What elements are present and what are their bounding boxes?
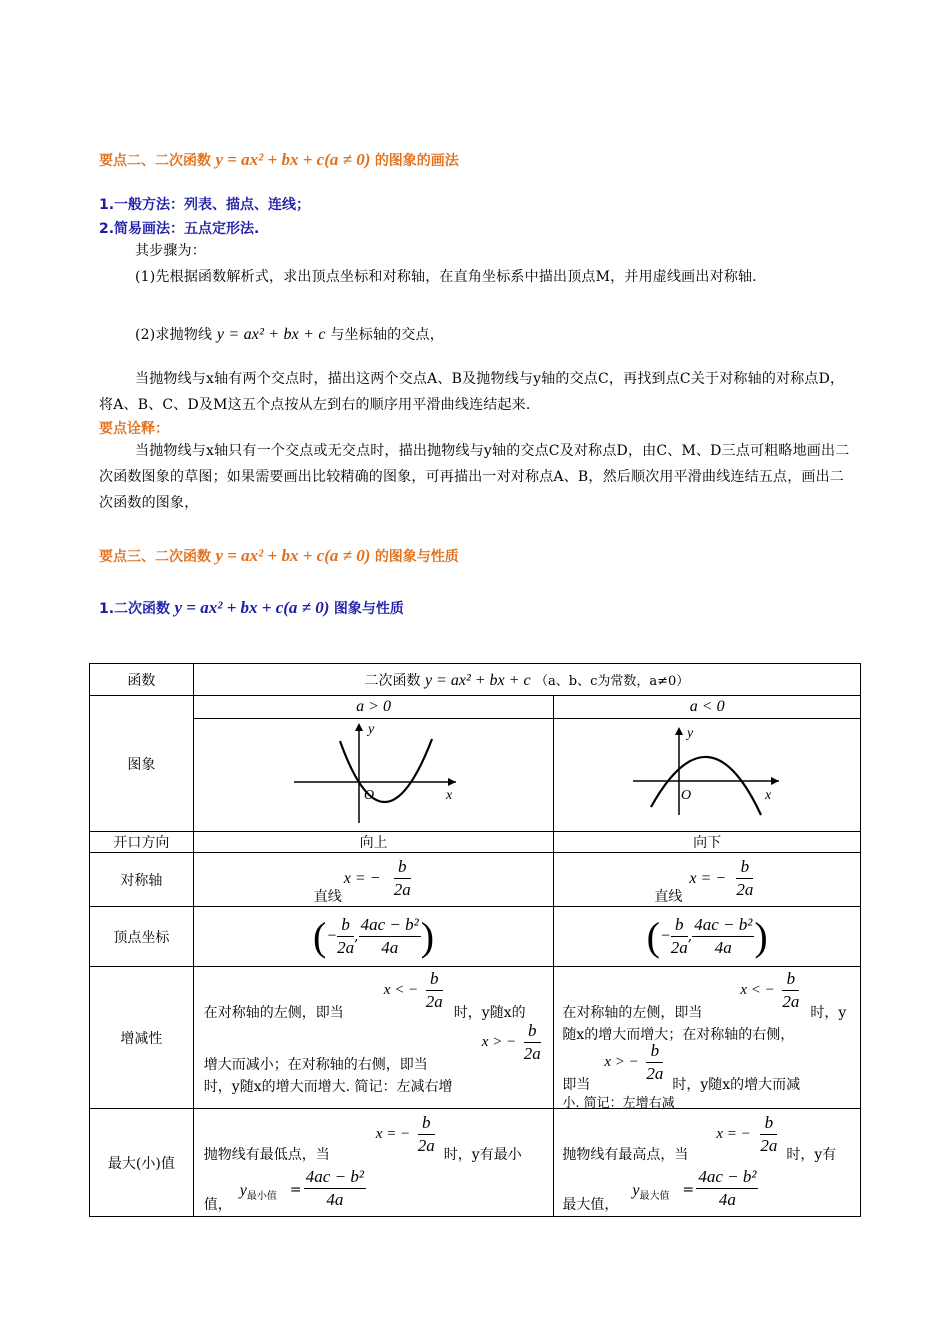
step2-formula: y = ax² + bx + c <box>216 326 326 343</box>
row-label-func: 函数 <box>90 664 194 696</box>
axis-neg-label: 直线 <box>654 888 683 905</box>
ext-neg: x = − $\frac{b}{2a}$ 抛物线有最高点，当 时，y有 $y_{最大值}$ = $\frac{\text{4ac − b²}}{4a}$ 最大值， <box>554 1109 861 1217</box>
table-row <box>90 719 861 832</box>
func-prefix: 二次函数 <box>364 672 421 689</box>
ext-neg-eq: = <box>682 1181 695 1198</box>
func-cell <box>193 664 860 696</box>
sub1-heading <box>99 598 404 618</box>
ext-pos: x = − $\frac{b}{2a}$ 抛物线有最低点，当 时，y有最小 $y_{最小值}$ = $\frac{\text{4ac − b²}}{4a}$ 值， <box>193 1109 554 1217</box>
axis-pos-frac: $\frac{b}{2a}$ <box>393 856 411 899</box>
axis-pos-lhs: x = − <box>343 869 381 887</box>
axis-neg-frac: $\frac{b}{2a}$ <box>736 856 754 899</box>
mono-neg: x < − $\frac{b}{2a}$ 在对称轴的左侧，即当 时，y 随x的增大而增大；在对称轴的右侧， x > − $\frac{b}{2a}$ 即当 时，y随x的增大而减 小. 简记：左增右减 <box>554 967 861 1109</box>
method1: 1.一般方法：列表、描点、连线； <box>99 197 311 213</box>
row-label-axis: 对称轴 <box>90 853 194 907</box>
table-row <box>90 1109 861 1217</box>
graph-up-y: y <box>367 722 374 737</box>
sub1-formula: y = ax² + bx + c(a ≠ 0) <box>174 598 330 617</box>
mono-neg-1: 在对称轴的左侧，即当 <box>562 1004 703 1021</box>
open-up: 向上 <box>193 832 554 853</box>
section2-formula: y = ax² + bx + c(a ≠ 0) <box>215 150 371 169</box>
row-label-mono: 增减性 <box>90 967 194 1109</box>
sub1-suffix: 图象与性质 <box>333 601 404 617</box>
vertex-neg: (− $\frac{b}{2a}$ , $\frac{\text{4ac − b²}}{4a}$ ) <box>554 907 861 967</box>
ext-pos-3: 值， <box>203 1196 232 1213</box>
func-note: （a、b、c为常数，a≠0） <box>535 673 690 689</box>
ext-pos-eq: = <box>289 1181 302 1198</box>
graph-down-cell <box>554 719 861 832</box>
axis-pos-label: 直线 <box>313 888 342 905</box>
row-label-open: 开口方向 <box>90 832 194 853</box>
mono-neg-4: 即当 <box>562 1076 591 1093</box>
ymin: $y_{最小值}$ <box>239 1181 277 1202</box>
mono-pos-1: 在对称轴的左侧，即当 <box>203 1004 344 1021</box>
table-row <box>90 664 861 696</box>
a-pos: a > 0 <box>193 696 554 719</box>
note-text: 当抛物线与x轴只有一个交点或无交点时，描出抛物线与y轴的交点C及对称点D，由C、M、D三点可粗略地画出二次函数图象的草图；如果需要画出比较精确的图象，可再描出一对对称点A、B，然后顺次用平滑曲线连结五点，画出二次函数的图象， <box>99 443 850 511</box>
axis-neg-lhs: x = − <box>689 869 727 887</box>
table-row <box>90 967 861 1109</box>
mono-neg-2: 时，y <box>810 1004 847 1021</box>
parabola-up-graph <box>284 719 464 827</box>
step1: (1)先根据函数解析式，求出顶点坐标和对称轴，在直角坐标系中描出顶点M，并用虚线画出对称轴. <box>135 269 757 285</box>
section3-suffix: 的图象与性质 <box>374 549 459 565</box>
section2-heading <box>99 150 459 170</box>
open-down: 向下 <box>554 832 861 853</box>
ext-pos-2: 时，y有最小 <box>443 1146 522 1163</box>
ext-pos-lhs: x = − <box>375 1125 411 1142</box>
mono-neg-3: 随x的增大而增大；在对称轴的右侧， <box>562 1026 795 1043</box>
mono-pos-4: 时，y随x的增大而增大. 简记：左减右增 <box>203 1078 453 1095</box>
table-row <box>90 696 861 719</box>
mono-pos: x < − $\frac{b}{2a}$ 在对称轴的左侧，即当 时，y随x的 x > − $\frac{b}{2a}$ 增大而减小；在对称轴的右侧，即当 时，y随x的增大而增大. 简记：左减右增 <box>193 967 554 1109</box>
axis-neg <box>554 853 861 907</box>
mono-neg-5: 时，y随x的增大而减 <box>672 1076 801 1093</box>
sub1-prefix: 1.二次函数 <box>99 601 171 617</box>
para1: 当抛物线与x轴有两个交点时，描出这两个交点A、B及抛物线与y轴的交点C，再找到点C关于对称轴的对称点D，将A、B、C、D及M这五个点按从左到右的顺序用平滑曲线连结起来. <box>99 371 845 413</box>
mono-pos-lt: x < − <box>383 981 419 998</box>
section2-prefix: 要点二、二次函数 <box>99 153 211 169</box>
ymax: $y_{最大值}$ <box>632 1181 670 1202</box>
graph-up-cell <box>193 719 554 832</box>
row-label-graph: 图象 <box>90 696 194 832</box>
graph-down-y: y <box>687 726 694 741</box>
table-row <box>90 907 861 967</box>
mono-pos-2: 时，y随x的 <box>453 1004 526 1021</box>
mono-pos-gt: x > − <box>481 1033 517 1050</box>
steps-intro: 其步骤为： <box>135 243 206 259</box>
parabola-down-graph <box>627 723 787 823</box>
row-label-ext: 最大(小)值 <box>90 1109 194 1217</box>
mono-neg-lt: x < − <box>740 981 775 998</box>
section2-suffix: 的图象的画法 <box>374 153 459 169</box>
ext-neg-1: 抛物线有最高点，当 <box>562 1146 689 1163</box>
vertex-pos: (− $\frac{b}{2a}$ , $\frac{\text{4ac − b²}}{4a}$ ) <box>193 907 554 967</box>
method2: 2.简易画法：五点定形法. <box>99 221 260 237</box>
mono-neg-gt: x > − <box>604 1053 639 1070</box>
section3-formula: y = ax² + bx + c(a ≠ 0) <box>215 546 371 565</box>
func-formula: y = ax² + bx + c <box>424 671 531 689</box>
ext-neg-lhs: x = − <box>716 1125 751 1142</box>
axis-pos <box>193 853 554 907</box>
ext-neg-3: 最大值， <box>562 1196 619 1213</box>
step2-prefix: (2)求抛物线 <box>135 327 213 343</box>
graph-down-x: x <box>765 788 772 803</box>
mono-pos-3: 增大而减小；在对称轴的右侧，即当 <box>203 1056 428 1073</box>
ext-neg-2: 时，y有 <box>786 1146 837 1163</box>
properties-table <box>89 663 861 1217</box>
step2-suffix: 与坐标轴的交点， <box>330 327 444 343</box>
row-label-vertex: 顶点坐标 <box>90 907 194 967</box>
a-neg: a < 0 <box>554 696 861 719</box>
graph-up-x: x <box>445 788 452 803</box>
table-row <box>90 853 861 907</box>
section3-heading <box>99 546 459 566</box>
mono-neg-6: 小. 简记：左增右减 <box>562 1095 675 1111</box>
table-row <box>90 832 861 853</box>
section3-prefix: 要点三、二次函数 <box>99 549 211 565</box>
graph-up-o: O <box>363 788 374 803</box>
graph-down-o: O <box>681 788 692 803</box>
ext-pos-1: 抛物线有最低点，当 <box>203 1146 330 1163</box>
note-title: 要点诠释： <box>99 421 169 437</box>
step2 <box>135 322 444 348</box>
